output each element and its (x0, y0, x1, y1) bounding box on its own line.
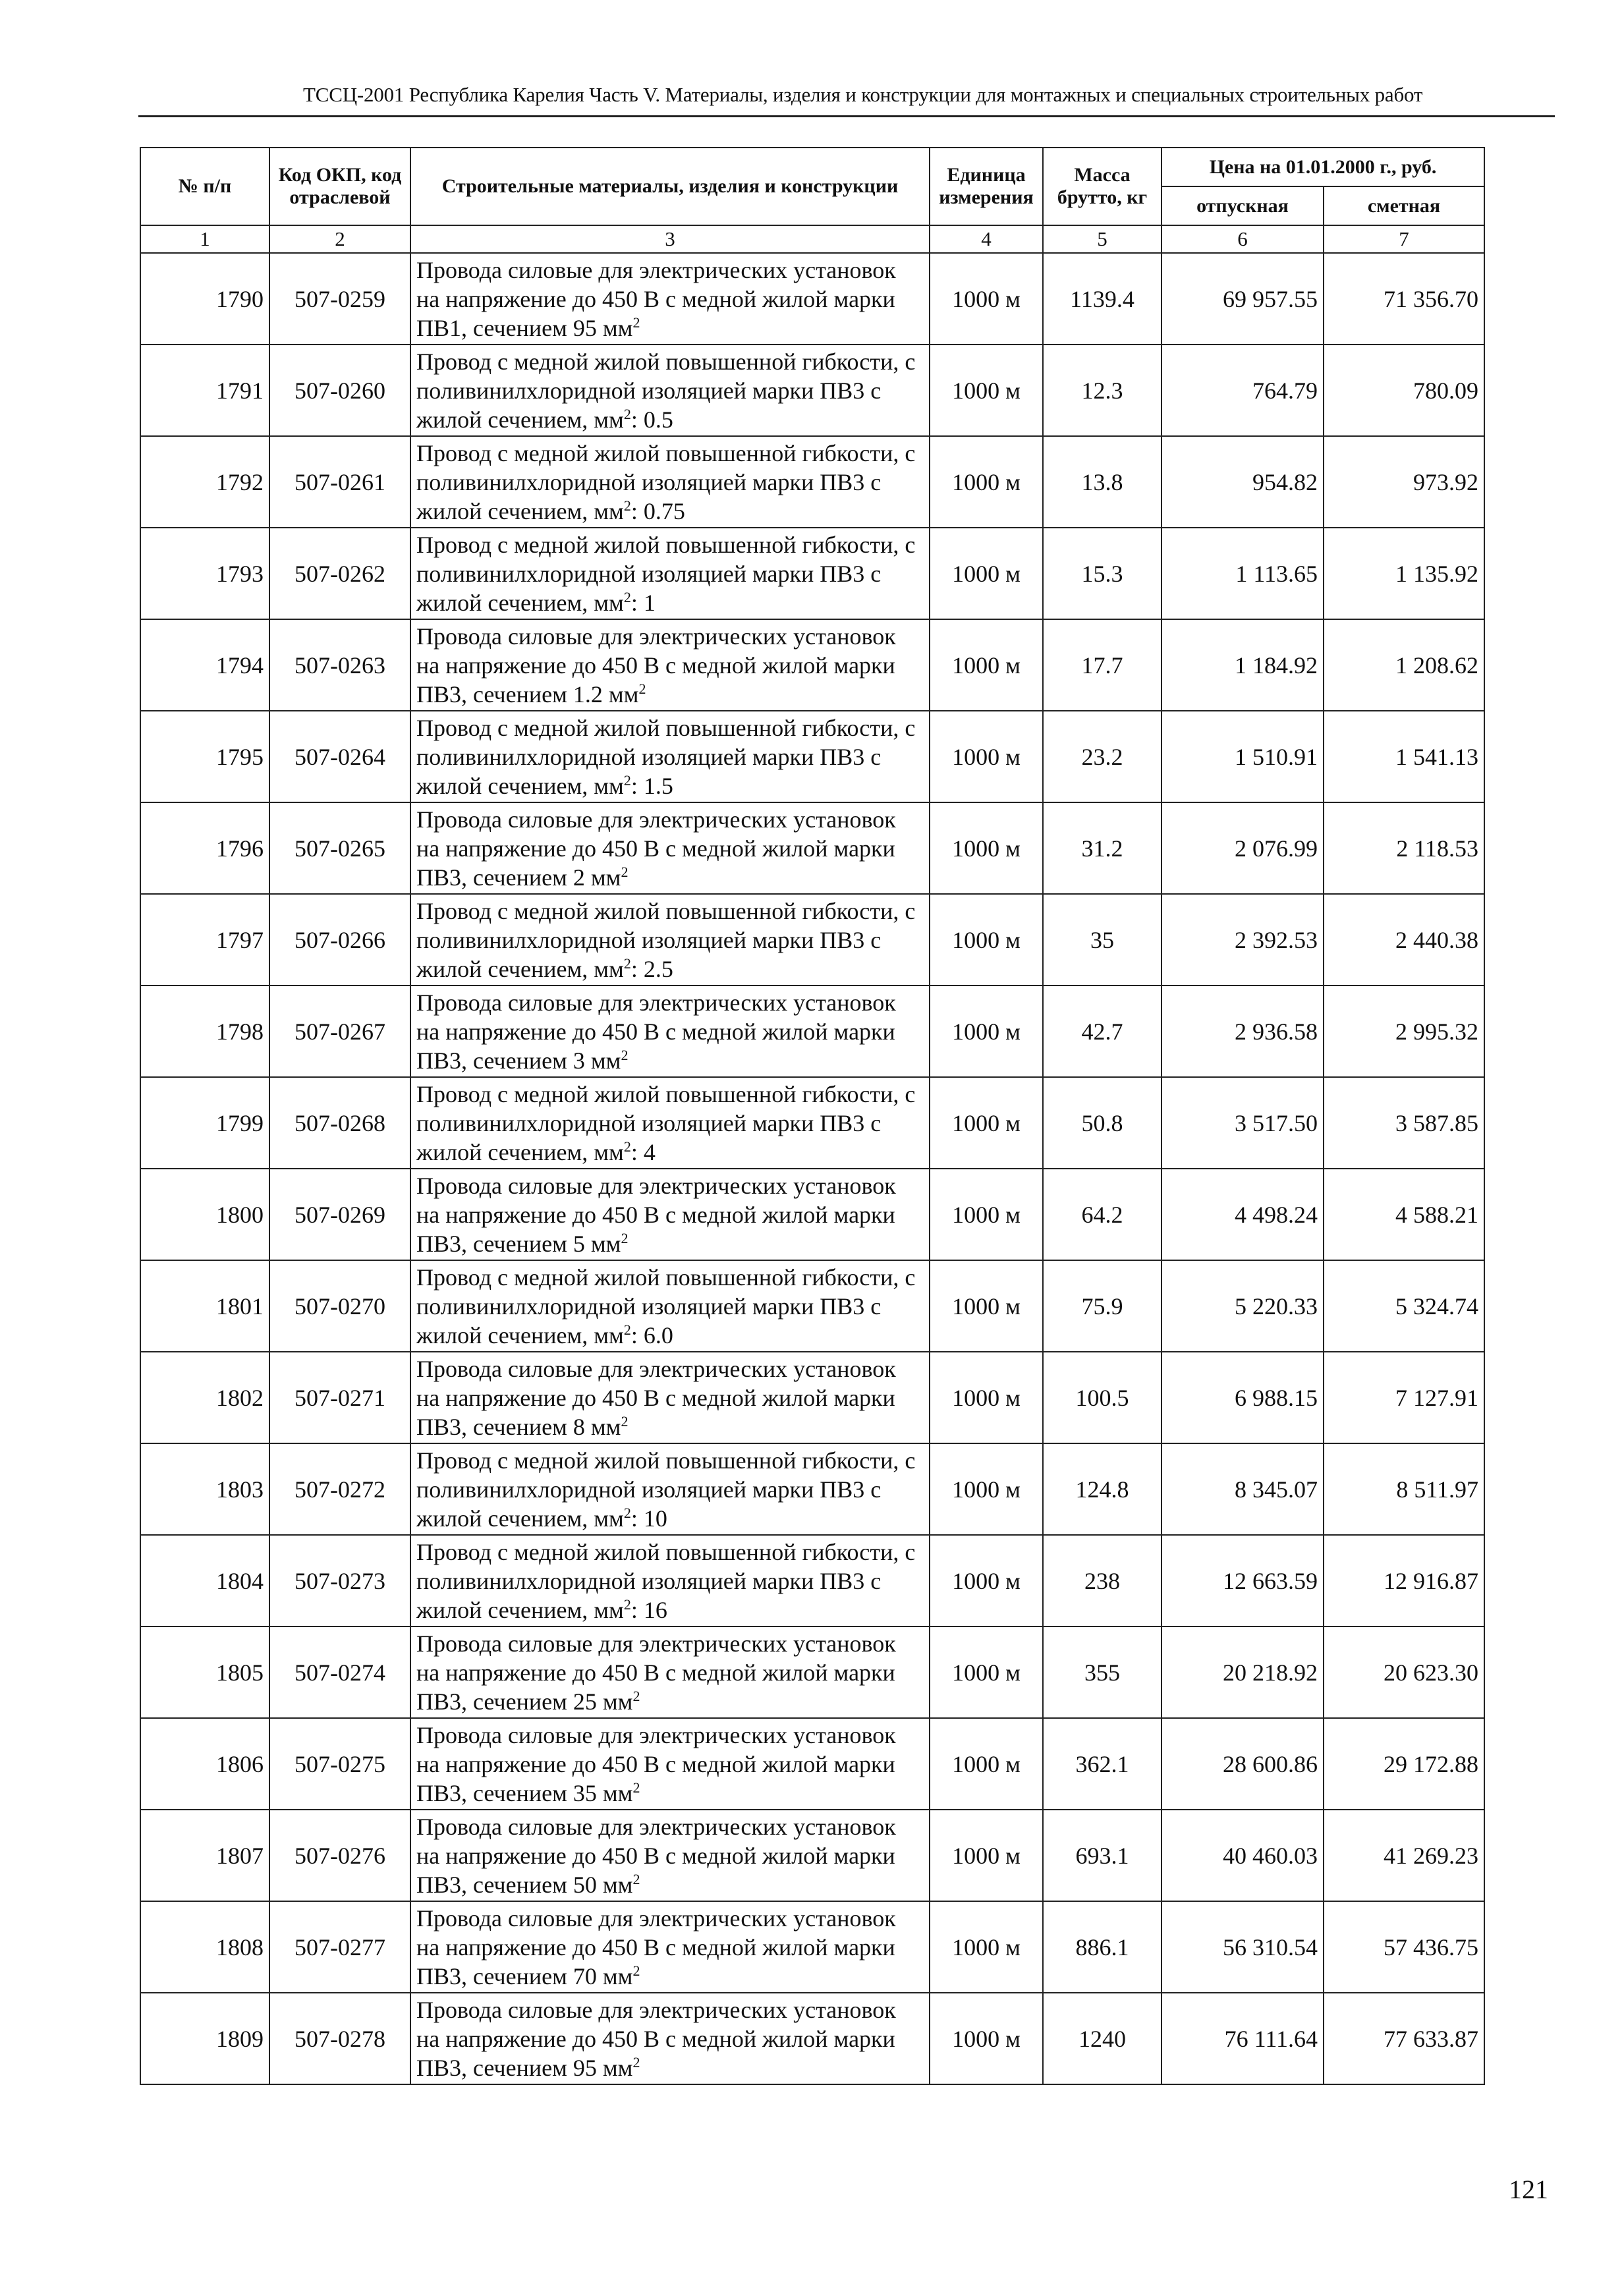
table-row (140, 1810, 1484, 1901)
unit-of-measure: 1000 м (930, 802, 1043, 894)
unit-of-measure: 1000 м (930, 1901, 1043, 1993)
gross-mass: 23.2 (1043, 711, 1162, 802)
price-estimate: 2 118.53 (1324, 802, 1484, 894)
unit-superscript: 2 (632, 1870, 640, 1887)
unit-of-measure: 1000 м (930, 894, 1043, 986)
description-text: Провода силовые для электрических установок на напряжение до 450 В с медной жилой марки ПВ3, сечением 70 мм (416, 1905, 896, 1989)
okp-code: 507-0263 (269, 619, 410, 711)
price-sale: 2 936.58 (1162, 986, 1324, 1077)
unit-superscript: 2 (632, 1687, 640, 1704)
price-sale: 2 076.99 (1162, 802, 1324, 894)
description-text: Провод с медной жилой повышенной гибкости, с поливинилхлоридной изоляцией марки ПВ3 с жилой сечением, мм (416, 531, 916, 616)
description-text: Провода силовые для электрических установок на напряжение до 450 В с медной жилой марки ПВ3, сечением 8 мм (416, 1355, 896, 1440)
okp-code: 507-0276 (269, 1810, 410, 1901)
description-tail: : 6.0 (630, 1321, 673, 1349)
table-row (140, 1443, 1484, 1535)
description-text: Провод с медной жилой повышенной гибкости, с поливинилхлоридной изоляцией марки ПВ3 с жилой сечением, мм (416, 897, 916, 982)
unit-superscript: 2 (623, 497, 631, 514)
row-number: 1803 (140, 1443, 269, 1535)
okp-code: 507-0273 (269, 1535, 410, 1627)
unit-superscript: 2 (623, 405, 631, 422)
gross-mass: 362.1 (1043, 1718, 1162, 1810)
unit-superscript: 2 (632, 1779, 640, 1796)
unit-of-measure: 1000 м (930, 1169, 1043, 1260)
table-row (140, 802, 1484, 894)
row-number: 1802 (140, 1352, 269, 1443)
description-text: Провод с медной жилой повышенной гибкости, с поливинилхлоридной изоляцией марки ПВ3 с жилой сечением, мм (416, 439, 916, 524)
price-table (140, 147, 1485, 2085)
header-unit: Единица измерения (930, 148, 1043, 225)
table-row (140, 1535, 1484, 1627)
okp-code: 507-0262 (269, 528, 410, 619)
unit-of-measure: 1000 м (930, 1535, 1043, 1627)
table-row (140, 1260, 1484, 1352)
header-price-sale: отпускная (1162, 186, 1324, 225)
gross-mass: 15.3 (1043, 528, 1162, 619)
description-tail: : 1.5 (630, 772, 673, 799)
table-row (140, 436, 1484, 528)
price-estimate: 4 588.21 (1324, 1169, 1484, 1260)
okp-code: 507-0260 (269, 345, 410, 436)
row-number: 1807 (140, 1810, 269, 1901)
unit-of-measure: 1000 м (930, 619, 1043, 711)
row-number: 1792 (140, 436, 269, 528)
unit-of-measure: 1000 м (930, 528, 1043, 619)
unit-of-measure: 1000 м (930, 1810, 1043, 1901)
price-sale: 76 111.64 (1162, 1993, 1324, 2084)
price-sale: 8 345.07 (1162, 1443, 1324, 1535)
description-tail: : 16 (630, 1596, 667, 1623)
header-rule (138, 115, 1555, 117)
price-estimate: 77 633.87 (1324, 1993, 1484, 2084)
table-row (140, 1718, 1484, 1810)
price-sale: 6 988.15 (1162, 1352, 1324, 1443)
price-estimate: 2 995.32 (1324, 986, 1484, 1077)
unit-superscript: 2 (623, 588, 631, 605)
okp-code: 507-0259 (269, 253, 410, 345)
row-number: 1809 (140, 1993, 269, 2084)
price-estimate: 1 135.92 (1324, 528, 1484, 619)
table-row (140, 1077, 1484, 1169)
description-text: Провод с медной жилой повышенной гибкости, с поливинилхлоридной изоляцией марки ПВ3 с жилой сечением, мм (416, 348, 916, 433)
row-number: 1804 (140, 1535, 269, 1627)
unit-superscript: 2 (621, 1229, 629, 1246)
unit-of-measure: 1000 м (930, 986, 1043, 1077)
okp-code: 507-0274 (269, 1627, 410, 1718)
description-text: Провода силовые для электрических установок на напряжение до 450 В с медной жилой марки ПВ1, сечением 95 мм (416, 256, 896, 341)
price-estimate: 5 324.74 (1324, 1260, 1484, 1352)
description-tail: : 2.5 (630, 955, 673, 982)
material-description (410, 1443, 930, 1535)
unit-superscript: 2 (632, 314, 640, 331)
material-description (410, 345, 930, 436)
column-number: 7 (1324, 225, 1484, 253)
column-number: 4 (930, 225, 1043, 253)
table-row (140, 528, 1484, 619)
okp-code: 507-0267 (269, 986, 410, 1077)
description-text: Провод с медной жилой повышенной гибкости, с поливинилхлоридной изоляцией марки ПВ3 с жилой сечением, мм (416, 1264, 916, 1349)
column-number: 2 (269, 225, 410, 253)
okp-code: 507-0271 (269, 1352, 410, 1443)
price-estimate: 41 269.23 (1324, 1810, 1484, 1901)
price-sale: 764.79 (1162, 345, 1324, 436)
unit-of-measure: 1000 м (930, 253, 1043, 345)
gross-mass: 1139.4 (1043, 253, 1162, 345)
gross-mass: 42.7 (1043, 986, 1162, 1077)
gross-mass: 50.8 (1043, 1077, 1162, 1169)
description-tail: : 1 (630, 589, 656, 616)
unit-of-measure: 1000 м (930, 1718, 1043, 1810)
price-sale: 12 663.59 (1162, 1535, 1324, 1627)
price-sale: 5 220.33 (1162, 1260, 1324, 1352)
description-text: Провода силовые для электрических установок на напряжение до 450 В с медной жилой марки ПВ3, сечением 2 мм (416, 806, 896, 891)
material-description (410, 711, 930, 802)
price-sale: 1 510.91 (1162, 711, 1324, 802)
description-text: Провода силовые для электрических установок на напряжение до 450 В с медной жилой марки ПВ3, сечением 5 мм (416, 1172, 896, 1257)
price-estimate: 2 440.38 (1324, 894, 1484, 986)
row-number: 1797 (140, 894, 269, 986)
gross-mass: 35 (1043, 894, 1162, 986)
gross-mass: 17.7 (1043, 619, 1162, 711)
price-sale: 954.82 (1162, 436, 1324, 528)
row-number: 1805 (140, 1627, 269, 1718)
table-row (140, 619, 1484, 711)
unit-of-measure: 1000 м (930, 1443, 1043, 1535)
table-row (140, 1352, 1484, 1443)
page-number: 121 (1509, 2175, 1548, 2204)
row-number: 1800 (140, 1169, 269, 1260)
price-sale: 20 218.92 (1162, 1627, 1324, 1718)
description-text: Провод с медной жилой повышенной гибкости, с поливинилхлоридной изоляцией марки ПВ3 с жилой сечением, мм (416, 1080, 916, 1165)
description-text: Провода силовые для электрических установок на напряжение до 450 В с медной жилой марки ПВ3, сечением 95 мм (416, 1996, 896, 2081)
header-mass: Масса брутто, кг (1043, 148, 1162, 225)
price-estimate: 57 436.75 (1324, 1901, 1484, 1993)
material-description (410, 619, 930, 711)
column-number: 1 (140, 225, 269, 253)
column-number: 3 (410, 225, 930, 253)
material-description (410, 1993, 930, 2084)
price-sale: 69 957.55 (1162, 253, 1324, 345)
material-description (410, 253, 930, 345)
row-number: 1801 (140, 1260, 269, 1352)
description-text: Провода силовые для электрических установок на напряжение до 450 В с медной жилой марки ПВ3, сечением 50 мм (416, 1813, 896, 1898)
unit-of-measure: 1000 м (930, 711, 1043, 802)
material-description (410, 1718, 930, 1810)
table-row (140, 711, 1484, 802)
price-estimate: 71 356.70 (1324, 253, 1484, 345)
material-description (410, 1901, 930, 1993)
material-description (410, 802, 930, 894)
unit-of-measure: 1000 м (930, 1352, 1043, 1443)
material-description (410, 1627, 930, 1718)
unit-of-measure: 1000 м (930, 1627, 1043, 1718)
row-number: 1799 (140, 1077, 269, 1169)
table-row (140, 1901, 1484, 1993)
description-text: Провода силовые для электрических установок на напряжение до 450 В с медной жилой марки ПВ3, сечением 3 мм (416, 989, 896, 1074)
unit-superscript: 2 (623, 1504, 631, 1521)
material-description (410, 436, 930, 528)
unit-of-measure: 1000 м (930, 1993, 1043, 2084)
header-price-estimate: сметная (1324, 186, 1484, 225)
description-text: Провода силовые для электрических установок на напряжение до 450 В с медной жилой марки ПВ3, сечением 35 мм (416, 1721, 896, 1806)
description-tail: : 10 (630, 1505, 667, 1532)
price-sale: 1 184.92 (1162, 619, 1324, 711)
row-number: 1806 (140, 1718, 269, 1810)
unit-superscript: 2 (623, 955, 631, 972)
unit-superscript: 2 (638, 680, 646, 697)
material-description (410, 1077, 930, 1169)
material-description (410, 528, 930, 619)
price-estimate: 20 623.30 (1324, 1627, 1484, 1718)
table-row (140, 1993, 1484, 2084)
okp-code: 507-0278 (269, 1993, 410, 2084)
unit-superscript: 2 (632, 1962, 640, 1979)
okp-code: 507-0270 (269, 1260, 410, 1352)
okp-code: 507-0272 (269, 1443, 410, 1535)
table-row (140, 1627, 1484, 1718)
description-text: Провод с медной жилой повышенной гибкости, с поливинилхлоридной изоляцией марки ПВ3 с жилой сечением, мм (416, 1538, 916, 1623)
header-price-group: Цена на 01.01.2000 г., руб. (1162, 148, 1484, 186)
okp-code: 507-0268 (269, 1077, 410, 1169)
table-row (140, 986, 1484, 1077)
unit-superscript: 2 (623, 1321, 631, 1338)
row-number: 1796 (140, 802, 269, 894)
unit-superscript: 2 (623, 1596, 631, 1613)
unit-of-measure: 1000 м (930, 1077, 1043, 1169)
gross-mass: 13.8 (1043, 436, 1162, 528)
row-number: 1793 (140, 528, 269, 619)
price-sale: 28 600.86 (1162, 1718, 1324, 1810)
price-sale: 56 310.54 (1162, 1901, 1324, 1993)
okp-code: 507-0264 (269, 711, 410, 802)
material-description (410, 1260, 930, 1352)
okp-code: 507-0275 (269, 1718, 410, 1810)
price-estimate: 3 587.85 (1324, 1077, 1484, 1169)
price-sale: 3 517.50 (1162, 1077, 1324, 1169)
description-text: Провода силовые для электрических установок на напряжение до 450 В с медной жилой марки ПВ3, сечением 1.2 мм (416, 623, 896, 708)
row-number: 1794 (140, 619, 269, 711)
price-estimate: 29 172.88 (1324, 1718, 1484, 1810)
price-estimate: 7 127.91 (1324, 1352, 1484, 1443)
gross-mass: 693.1 (1043, 1810, 1162, 1901)
page-header: ТССЦ-2001 Республика Карелия Часть V. Материалы, изделия и конструкции для монтажных и специальных строительных работ (303, 83, 1423, 106)
gross-mass: 31.2 (1043, 802, 1162, 894)
unit-of-measure: 1000 м (930, 1260, 1043, 1352)
row-number: 1795 (140, 711, 269, 802)
row-number: 1798 (140, 986, 269, 1077)
header-okp-code: Код ОКП, код отраслевой (269, 148, 410, 225)
gross-mass: 886.1 (1043, 1901, 1162, 1993)
unit-superscript: 2 (623, 1138, 631, 1155)
gross-mass: 355 (1043, 1627, 1162, 1718)
okp-code: 507-0277 (269, 1901, 410, 1993)
gross-mass: 238 (1043, 1535, 1162, 1627)
material-description (410, 1810, 930, 1901)
okp-code: 507-0261 (269, 436, 410, 528)
material-description (410, 894, 930, 986)
gross-mass: 1240 (1043, 1993, 1162, 2084)
gross-mass: 12.3 (1043, 345, 1162, 436)
price-sale: 40 460.03 (1162, 1810, 1324, 1901)
header-material-name: Строительные материалы, изделия и конструкции (410, 148, 930, 225)
gross-mass: 64.2 (1043, 1169, 1162, 1260)
description-tail: : 0.5 (630, 406, 673, 433)
column-number: 6 (1162, 225, 1324, 253)
unit-superscript: 2 (621, 863, 629, 880)
description-text: Провода силовые для электрических установок на напряжение до 450 В с медной жилой марки ПВ3, сечением 25 мм (416, 1630, 896, 1715)
price-estimate: 780.09 (1324, 345, 1484, 436)
unit-superscript: 2 (621, 1412, 629, 1430)
header-no: № п/п (140, 148, 269, 225)
table-row (140, 1169, 1484, 1260)
table-row (140, 345, 1484, 436)
price-sale: 2 392.53 (1162, 894, 1324, 986)
material-description (410, 1352, 930, 1443)
okp-code: 507-0266 (269, 894, 410, 986)
price-estimate: 12 916.87 (1324, 1535, 1484, 1627)
unit-superscript: 2 (623, 771, 631, 789)
table-row (140, 253, 1484, 345)
price-estimate: 8 511.97 (1324, 1443, 1484, 1535)
table-row (140, 894, 1484, 986)
gross-mass: 100.5 (1043, 1352, 1162, 1443)
unit-superscript: 2 (621, 1046, 629, 1063)
material-description (410, 1169, 930, 1260)
price-sale: 1 113.65 (1162, 528, 1324, 619)
price-estimate: 973.92 (1324, 436, 1484, 528)
description-tail: : 0.75 (630, 497, 685, 524)
row-number: 1808 (140, 1901, 269, 1993)
gross-mass: 124.8 (1043, 1443, 1162, 1535)
table-body (140, 253, 1484, 2084)
okp-code: 507-0269 (269, 1169, 410, 1260)
price-sale: 4 498.24 (1162, 1169, 1324, 1260)
description-text: Провод с медной жилой повышенной гибкости, с поливинилхлоридной изоляцией марки ПВ3 с жилой сечением, мм (416, 714, 916, 799)
gross-mass: 75.9 (1043, 1260, 1162, 1352)
unit-of-measure: 1000 м (930, 345, 1043, 436)
unit-superscript: 2 (632, 2053, 640, 2071)
okp-code: 507-0265 (269, 802, 410, 894)
material-description (410, 986, 930, 1077)
column-number: 5 (1043, 225, 1162, 253)
description-text: Провод с медной жилой повышенной гибкости, с поливинилхлоридной изоляцией марки ПВ3 с жилой сечением, мм (416, 1447, 916, 1532)
description-tail: : 4 (630, 1138, 656, 1165)
material-description (410, 1535, 930, 1627)
price-estimate: 1 208.62 (1324, 619, 1484, 711)
unit-of-measure: 1000 м (930, 436, 1043, 528)
row-number: 1791 (140, 345, 269, 436)
row-number: 1790 (140, 253, 269, 345)
price-estimate: 1 541.13 (1324, 711, 1484, 802)
